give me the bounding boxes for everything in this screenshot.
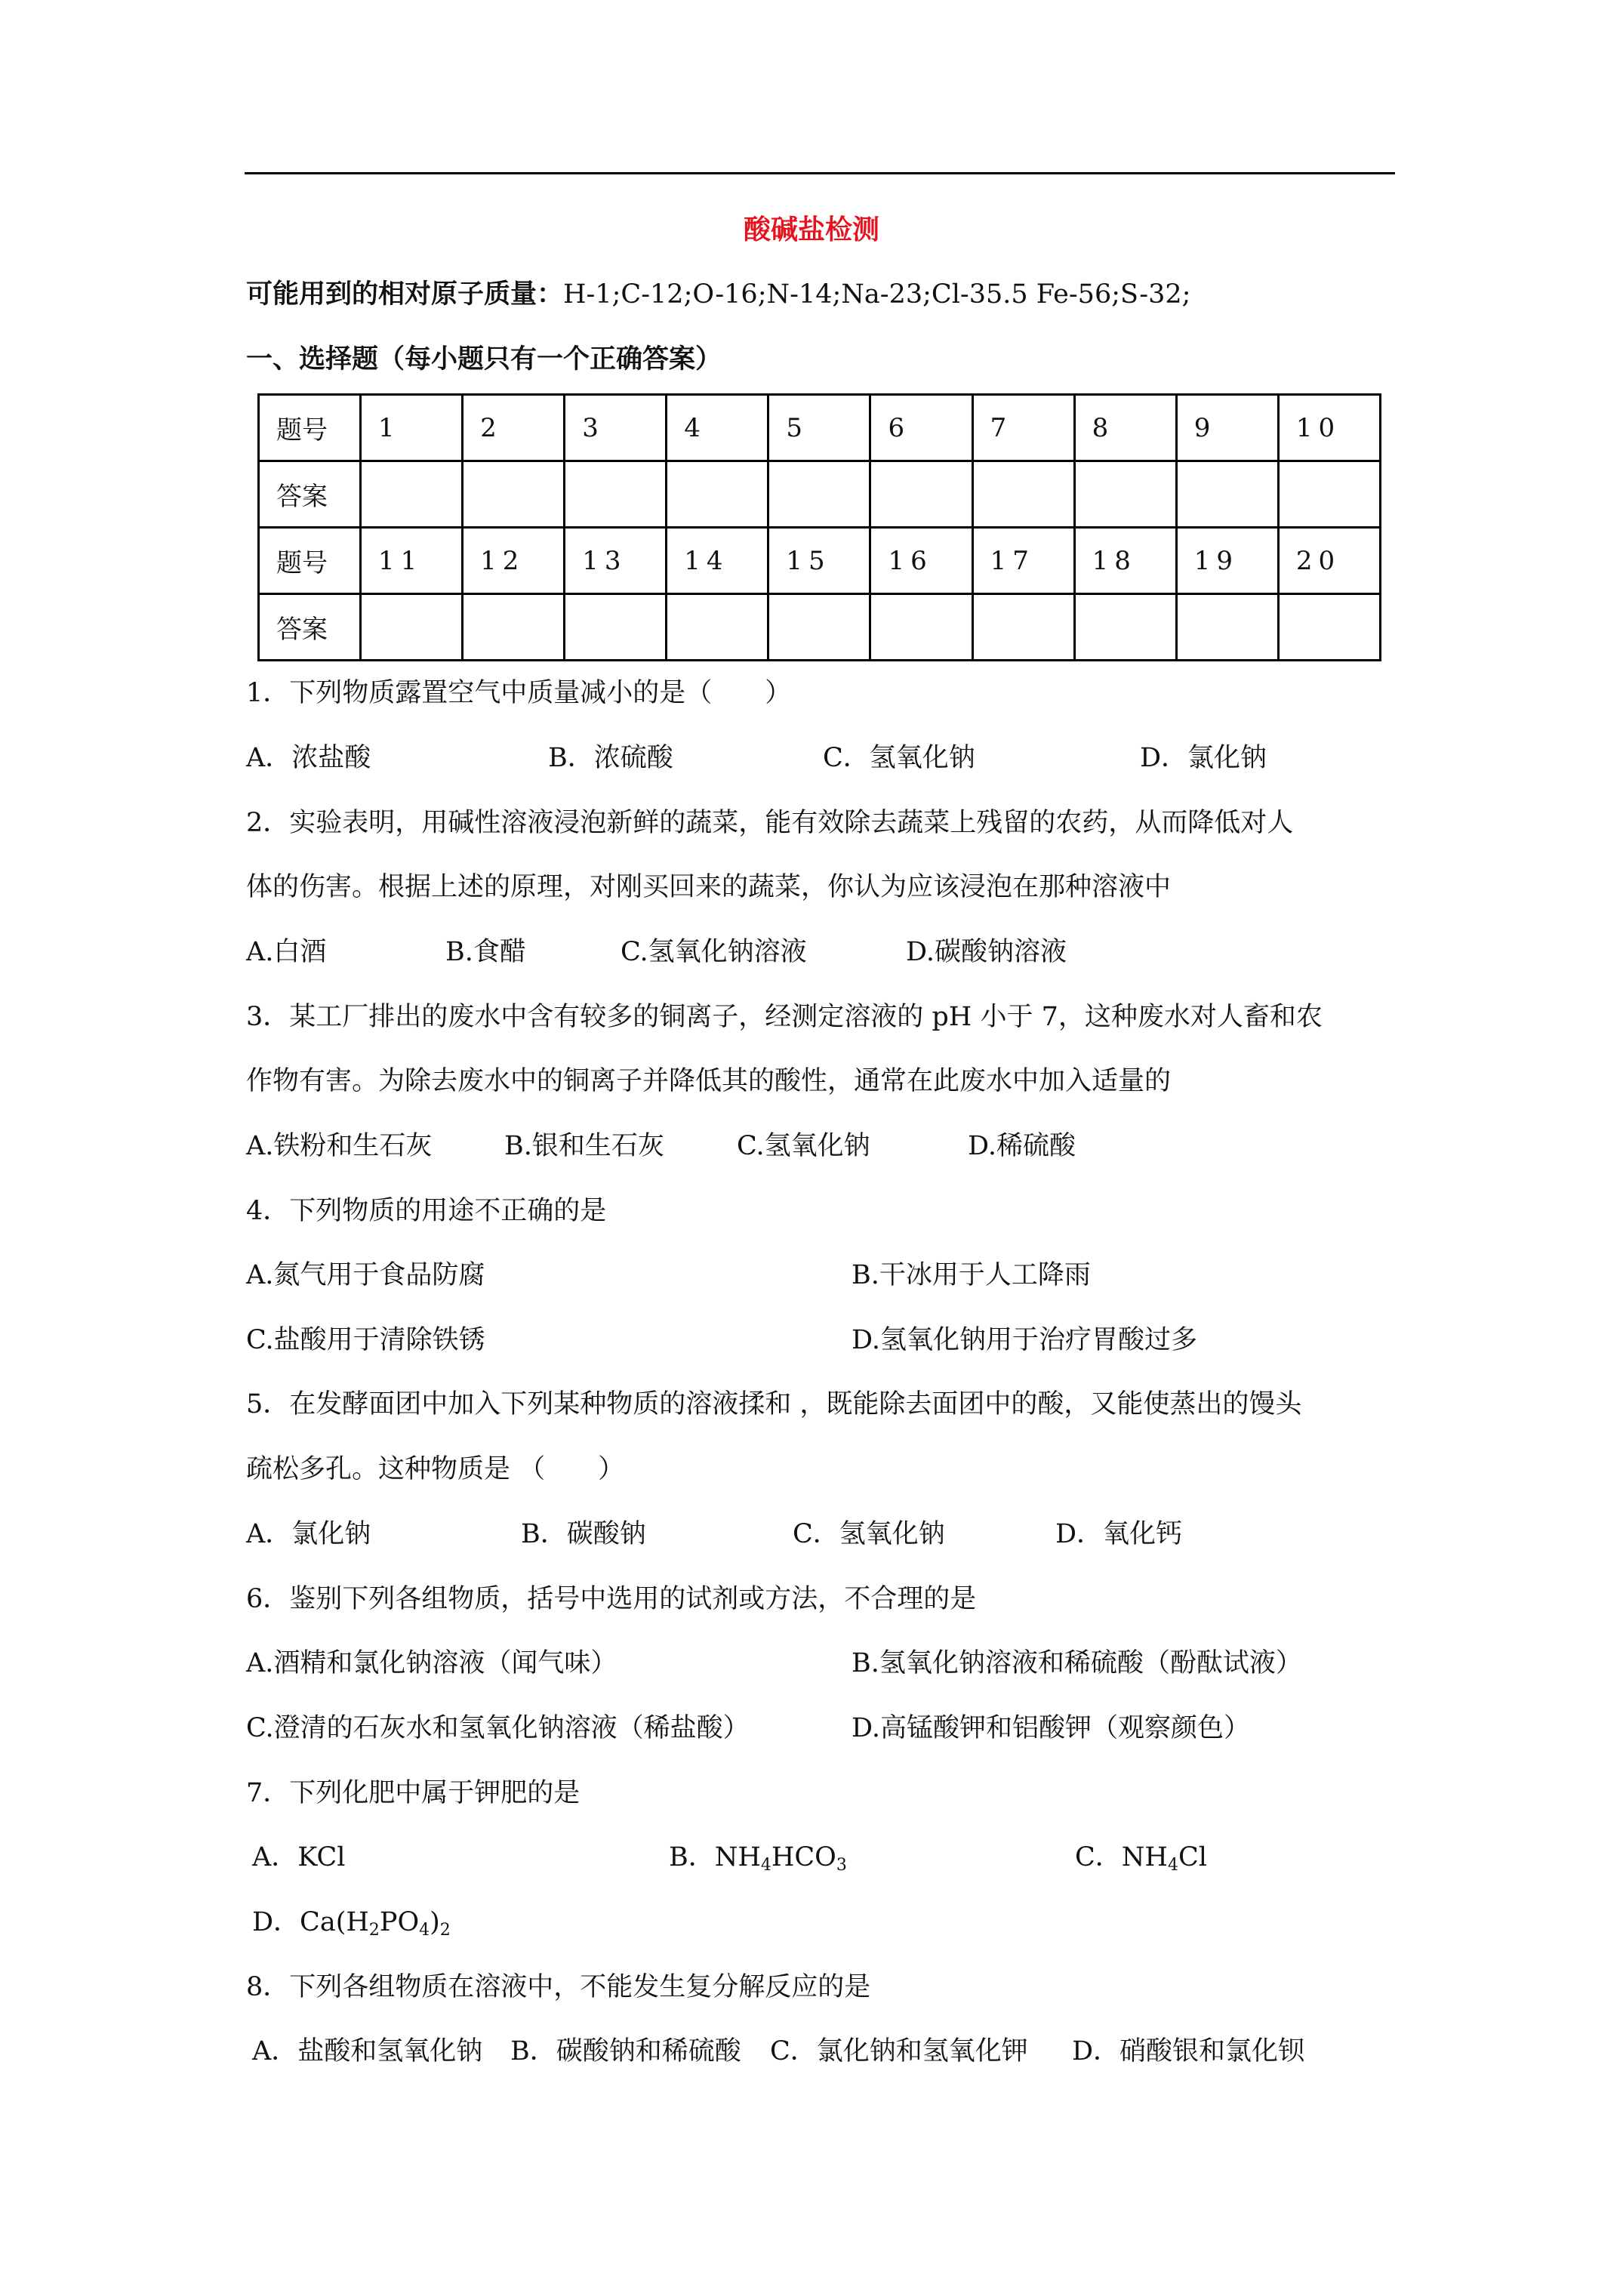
- question-6-stem: 6．鉴别下列各组物质，括号中选用的试剂或方法，不合理的是: [246, 1584, 977, 1614]
- table-cell: 16: [870, 528, 972, 594]
- table-row: [259, 528, 1381, 594]
- answer-cell[interactable]: [565, 461, 667, 528]
- question-3-stem-line2: 作物有害。为除去废水中的铜离子并降低其的酸性，通常在此废水中加入适量的: [246, 1066, 1172, 1096]
- answer-cell[interactable]: [1074, 594, 1176, 661]
- table-cell: 1: [361, 395, 463, 461]
- table-cell: 3: [565, 395, 667, 461]
- q7-b-subscript: 4: [760, 1856, 771, 1875]
- q8-option-d[interactable]: D．硝酸银和氯化钡: [1072, 2036, 1305, 2066]
- q7-option-c[interactable]: [1075, 1841, 1207, 1882]
- answer-cell[interactable]: [768, 594, 870, 661]
- table-cell: 题号: [259, 528, 361, 594]
- table-cell: 15: [768, 528, 870, 594]
- table-cell: 6: [870, 395, 972, 461]
- q6-option-c[interactable]: C.澄清的石灰水和氢氧化钠溶液（稀盐酸）: [246, 1713, 750, 1743]
- page-title: 酸碱盐检测: [743, 214, 879, 245]
- q7-d-text: ): [430, 1907, 440, 1937]
- table-cell: 2: [463, 395, 565, 461]
- answer-cell[interactable]: [361, 594, 463, 661]
- question-2-stem-line1: 2．实验表明，用碱性溶液浸泡新鲜的蔬菜，能有效除去蔬菜上残留的农药，从而降低对人: [246, 808, 1294, 838]
- q7-d-text: PO: [379, 1907, 420, 1937]
- q4-option-a[interactable]: A.氮气用于食品防腐: [246, 1260, 485, 1290]
- table-cell: 12: [463, 528, 565, 594]
- answer-table: [257, 393, 1381, 661]
- question-8-stem: 8．下列各组物质在溶液中，不能发生复分解反应的是: [246, 1972, 871, 2002]
- answer-cell[interactable]: [870, 461, 972, 528]
- q1-option-b[interactable]: B．浓硫酸: [548, 743, 673, 773]
- question-2-stem-line2: 体的伤害。根据上述的原理，对刚买回来的蔬菜，你认为应该浸泡在那种溶液中: [246, 872, 1172, 902]
- answer-cell[interactable]: [870, 594, 972, 661]
- table-cell: 18: [1074, 528, 1176, 594]
- answer-cell[interactable]: [667, 461, 768, 528]
- answer-cell[interactable]: [1176, 461, 1278, 528]
- atomic-mass-line: [246, 278, 1190, 311]
- q3-option-d[interactable]: D.稀硫酸: [968, 1131, 1076, 1161]
- q7-d-subscript: 2: [368, 1921, 380, 1940]
- atomic-mass-label: 可能用到的相对原子质量：: [246, 279, 564, 310]
- q5-option-b[interactable]: B．碳酸钠: [521, 1519, 646, 1549]
- q8-option-c[interactable]: C．氯化钠和氢氧化钾: [770, 2036, 1028, 2066]
- q6-option-a[interactable]: A.酒精和氯化钠溶液（闻气味）: [246, 1648, 617, 1678]
- q5-option-d[interactable]: D．氧化钙: [1055, 1519, 1183, 1549]
- q5-option-a[interactable]: A．氯化钠: [246, 1519, 371, 1549]
- q7-b-text: HCO: [771, 1842, 836, 1872]
- q5-option-c[interactable]: C．氢氧化钠: [793, 1519, 945, 1549]
- q2-option-b[interactable]: B.食醋: [445, 937, 526, 967]
- answer-cell[interactable]: [463, 461, 565, 528]
- q2-option-a[interactable]: A.白酒: [246, 937, 327, 967]
- question-3-stem-line1: 3．某工厂排出的废水中含有较多的铜离子，经测定溶液的 pH 小于 7，这种废水对人畜和农: [246, 1002, 1323, 1032]
- table-row: [259, 461, 1381, 528]
- q7-c-text: C．NH: [1075, 1842, 1168, 1872]
- q4-option-c[interactable]: C.盐酸用于清除铁锈: [246, 1325, 485, 1355]
- answer-cell[interactable]: [768, 461, 870, 528]
- answer-cell[interactable]: [361, 461, 463, 528]
- q8-option-a[interactable]: A．盐酸和氢氧化钠: [252, 2036, 483, 2066]
- table-cell: 10: [1278, 395, 1380, 461]
- q7-c-subscript: 4: [1167, 1856, 1178, 1875]
- answer-cell[interactable]: [972, 461, 1074, 528]
- answer-cell[interactable]: [1278, 594, 1380, 661]
- table-cell: 4: [667, 395, 768, 461]
- answer-cell[interactable]: [565, 594, 667, 661]
- table-cell: 题号: [259, 395, 361, 461]
- question-1-stem: 1．下列物质露置空气中质量减小的是（ ）: [246, 678, 792, 708]
- q8-option-b[interactable]: B．碳酸钠和稀硫酸: [510, 2036, 741, 2066]
- q7-option-a[interactable]: A．KCl: [252, 1842, 346, 1872]
- table-cell: 13: [565, 528, 667, 594]
- q2-option-c[interactable]: C.氢氧化钠溶液: [621, 937, 807, 967]
- q6-option-b[interactable]: B.氢氧化钠溶液和稀硫酸（酚酞试液）: [852, 1648, 1302, 1678]
- q7-option-b[interactable]: [669, 1841, 847, 1882]
- q7-c-text: Cl: [1178, 1842, 1207, 1872]
- q7-b-subscript: 3: [836, 1856, 847, 1875]
- q7-d-subscript: 4: [419, 1921, 430, 1940]
- table-row: [259, 594, 1381, 661]
- q7-b-text: B．NH: [669, 1842, 761, 1872]
- q3-option-a[interactable]: A.铁粉和生石灰: [246, 1131, 433, 1161]
- q6-option-d[interactable]: D.高锰酸钾和铝酸钾（观察颜色）: [852, 1713, 1250, 1743]
- table-cell: 11: [361, 528, 463, 594]
- table-row: [259, 395, 1381, 461]
- answer-cell[interactable]: [463, 594, 565, 661]
- q2-option-d[interactable]: D.碳酸钠溶液: [906, 937, 1067, 967]
- table-cell: 答案: [259, 594, 361, 661]
- q3-option-c[interactable]: C.氢氧化钠: [737, 1131, 870, 1161]
- table-cell: 8: [1074, 395, 1176, 461]
- table-cell: 19: [1176, 528, 1278, 594]
- q1-option-c[interactable]: C．氢氧化钠: [823, 743, 975, 773]
- section-heading: 一、选择题（每小题只有一个正确答案）: [246, 344, 722, 374]
- question-5-stem-line1: 5．在发酵面团中加入下列某种物质的溶液揉和 ，既能除去面团中的酸，又能使蒸出的馒头: [246, 1389, 1302, 1419]
- header-rule: [245, 172, 1395, 174]
- answer-cell[interactable]: [667, 594, 768, 661]
- atomic-mass-values: H-1;C-12;O-16;N-14;Na-23;Cl-35.5 Fe-56;S-32;: [563, 279, 1191, 310]
- table-cell: 7: [972, 395, 1074, 461]
- question-7-stem: 7．下列化肥中属于钾肥的是: [246, 1778, 581, 1808]
- q1-option-a[interactable]: A．浓盐酸: [246, 743, 371, 773]
- q4-option-b[interactable]: B.干冰用于人工降雨: [852, 1260, 1091, 1290]
- q4-option-d[interactable]: D.氢氧化钠用于治疗胃酸过多: [852, 1325, 1197, 1355]
- answer-cell[interactable]: [972, 594, 1074, 661]
- q7-d-subscript: 2: [439, 1921, 451, 1940]
- answer-cell[interactable]: [1176, 594, 1278, 661]
- table-cell: 20: [1278, 528, 1380, 594]
- question-4-stem: 4．下列物质的用途不正确的是: [246, 1196, 607, 1226]
- q3-option-b[interactable]: B.银和生石灰: [504, 1131, 664, 1161]
- answer-cell[interactable]: [1074, 461, 1176, 528]
- question-5-stem-line2: 疏松多孔。这种物质是 （ ）: [246, 1454, 625, 1484]
- q1-option-d[interactable]: D．氯化钠: [1140, 743, 1267, 773]
- q7-d-text: D．Ca(H: [252, 1907, 369, 1937]
- answer-cell[interactable]: [1278, 461, 1380, 528]
- table-cell: 17: [972, 528, 1074, 594]
- table-cell: 5: [768, 395, 870, 461]
- table-cell: 答案: [259, 461, 361, 528]
- table-cell: 14: [667, 528, 768, 594]
- table-cell: 9: [1176, 395, 1278, 461]
- q7-option-d[interactable]: [252, 1906, 451, 1947]
